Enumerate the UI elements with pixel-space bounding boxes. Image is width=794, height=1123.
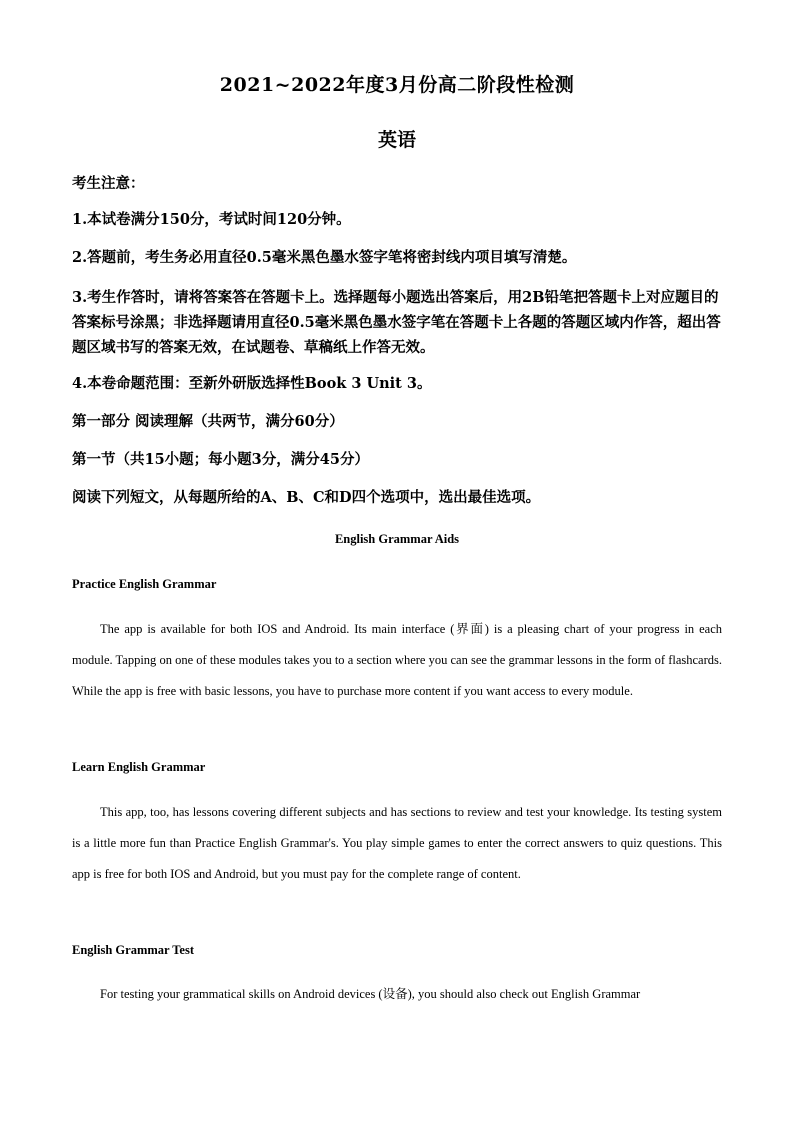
instruction-item: 1.本试卷满分150分，考试时间120分钟。 (72, 211, 351, 228)
passage-title: English Grammar Aids (334, 532, 460, 546)
section-heading: English Grammar Test (72, 943, 195, 957)
section-title: 第一节（共15小题；每小题3分，满分45分） (72, 451, 369, 468)
section-paragraph: The app is available for both IOS and Android. Its main interface (界面) is a pleasing chart of your progress in each module. Tapping on one of these modules takes you to a section where you can see the grammar lessons in the form of flashcards. While the app is free with basic lessons, you have to purchase more content if you want access to every module. (72, 622, 722, 698)
reading-direction: 阅读下列短文，从每题所给的A、B、C和D四个选项中，选出最佳选项。 (72, 489, 541, 506)
instruction-item: 3.考生作答时，请将答案答在答题卡上。选择题每小题选出答案后，用2B铅笔把答题卡上对应题目的答案标号涂黑；非选择题请用直径0.5毫米黑色墨水签字笔在答题卡上各题的答题区域内作答，超出答题区域书写的答案无效，在试题卷、草稿纸上作答无效。 (72, 289, 721, 356)
instruction-item: 4.本卷命题范围：至新外研版选择性Book 3 Unit 3。 (72, 375, 432, 392)
instruction-item: 2.答题前，考生务必用直径0.5毫米黑色墨水签字笔将密封线内项目填写清楚。 (72, 249, 577, 266)
section-heading: Learn English Grammar (72, 760, 206, 774)
part-title: 第一部分 阅读理解（共两节，满分60分） (72, 413, 344, 430)
section-paragraph: For testing your grammatical skills on Android devices (设备), you should also check out English Grammar (100, 987, 641, 1001)
exam-subject: 英语 (377, 129, 416, 151)
section-paragraph: This app, too, has lessons covering different subjects and has sections to review and test your knowledge. Its testing system is a little more fun than Practice English Grammar's. You play simple games to enter the correct answers to quiz questions. This app is free for both IOS and Android, but you must pay for the complete range of content. (72, 805, 722, 881)
exam-title: 2021~2022年度3月份高二阶段性检测 (219, 74, 575, 96)
instructions-heading: 考生注意： (72, 175, 145, 192)
section-heading: Practice English Grammar (72, 577, 217, 591)
